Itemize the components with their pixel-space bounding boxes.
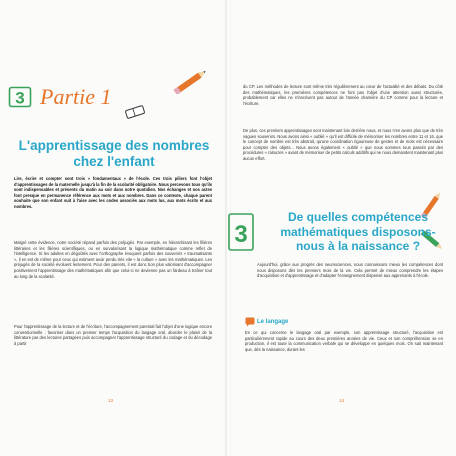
eraser-icon [124, 104, 146, 120]
right-paragraph-1: du CP. Les méthodes de lecture sont même très régulièrement au cœur de l'actualité et des débats. Du côté des mathématiques, les premières compétences ne font pas l'objet d'une attention aussi structurée, probablement car elles ne s'inscrivent pas autour de l'année charnière du CP comme pour la lecture et l'écriture. [243, 84, 443, 106]
chapter-number: 3 [234, 221, 248, 248]
subheading-language: Le langage [257, 319, 289, 325]
right-paragraph-3: Aujourd'hui, grâce aux progrès des neurosciences, nous connaissons mieux les compétences dont nous disposons dès les premiers mois de la vie. Cela permet de mieux comprendre les étapes d'acquisition et d'apprentissage et d'adapter l'enseignement dispensé aux apprenants à l'école. [257, 262, 443, 279]
chapter-label: Partie 1 [40, 84, 112, 109]
page-number-left: 13 [108, 398, 114, 403]
chapter-number: 3 [15, 88, 25, 108]
pencil-icon [168, 70, 212, 94]
part-heading: L'apprentissage des nombres chez l'enfant [18, 138, 210, 169]
speech-bubble-icon [245, 317, 255, 327]
section-heading: De quelles compétences mathématiques disposons-nous à la naissance ? [280, 210, 436, 253]
chapter-number-box [227, 212, 255, 252]
body-paragraph-3: Pour l'apprentissage de la lecture et de l'écriture, l'accompagnement parental fait l'objet d'une logique encore conventionnelle : favoriser dans un premier temps l'acquisition du langage oral, aborder le plaisir de la littérature par des lectures partagées puis accompagner l'apprentissage structuré du codage et du décodage à partir [14, 324, 212, 346]
body-paragraph-2: Malgré cette évidence, notre société répand parfois des préjugés. Par exemple, en hiérarchisant les filières littéraires et les filières scientifiques, ou en survalorisant la logique mathématique comme reflet de l'intelligence. Si les adultes en dégoûtés avec l'orthographe évoquent parfois des souvenirs « traumatisants », il en est de même pour ceux qui estiment avoir perdu très vite « la culture » avec les mathématiques. Les préjugés de la société évoluent lentement. Pour des parents, il est donc bon plus valorisant d'accompagner positivement l'apprentissage des mathématiques afin que celui-ci ne devienne pas un fardeau à traîner tout au long de la scolarité. [14, 240, 212, 279]
right-paragraph-2: De plus, ces premiers apprentissages sont maintenant loin derrière nous, et nous n'en avons plus que de très vagues souvenirs. Nous avons ainsi « oublié » qu'il est difficile de mémoriser les nombres entre 11 et 16, que le concept de nombre est très abstrait, qu'une coordination rigoureuse de gestes et de mots est nécessaire pour compter des objets... Nous avons également « oublié » que nous sommes tous passés par des procédures « ralouzes » avant de mémoriser de petits calculs additifs qui ne nous demandent maintenant plus aucun effort. [243, 128, 443, 161]
right-paragraph-4: En ce qui concerne le langage oral par exemple, son apprentissage structuré, l'acquisition est particulièrement rapide au cours des deux premières années de vie. Ceux et son compréhension se en production, il est toute la communication verbale qui se développe en quelques mois. On sait maintenant que, dès la naissance, durant les [245, 330, 443, 352]
intro-paragraph: Lire, écrire et compter sont trois « fondamentaux » de l'école. Ces trois piliers font l'objet d'apprentissages de la maternelle jusqu'à la fin de la scolarité obligatoire. Nous percevons tous qu'ils sont indispensables et présents du matin au soir dans notre quotidien. Nos échanges et nos actes font presque en permanence référence aux mots et aux nombres. Dans ce contexte, chaque parent souhaite que son enfant suit à l'aise avec les codes associés aux mots lus, aux mots écrits et aux nombres. [14, 176, 212, 209]
right-page [231, 0, 456, 456]
page-number-right: 14 [339, 398, 345, 403]
left-page [0, 0, 226, 456]
chapter-number-box [8, 86, 32, 108]
